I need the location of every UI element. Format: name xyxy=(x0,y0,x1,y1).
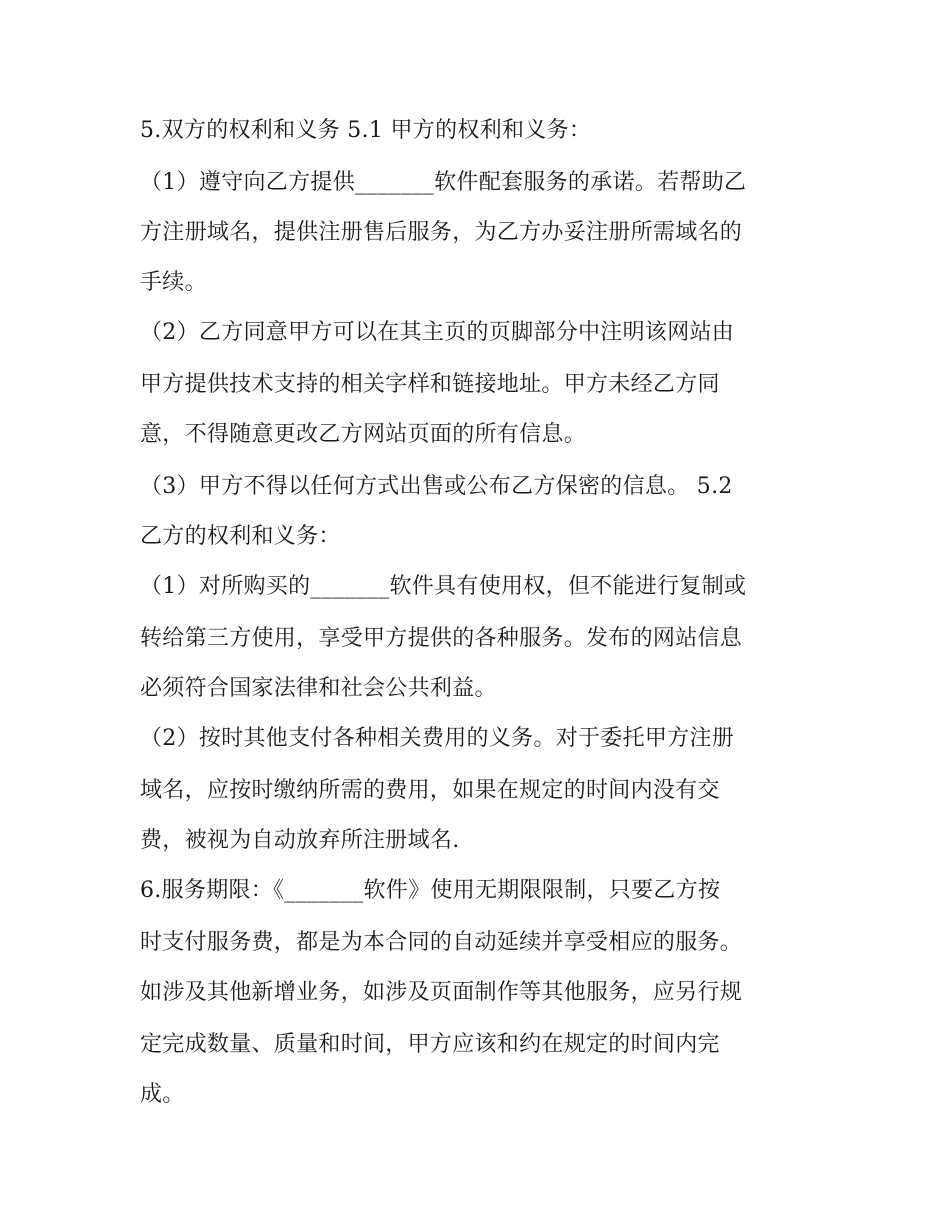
text-line: 必须符合国家法律和社会公共利益。 xyxy=(140,676,497,701)
text-line: 方注册域名，提供注册售后服务，为乙方办妥注册所需域名的 xyxy=(140,220,743,245)
text-line: 意，不得随意更改乙方网站页面的所有信息。 xyxy=(140,422,587,447)
text-line: 费，被视为自动放弃所注册域名. xyxy=(140,828,460,853)
text-line: 域名，应按时缴纳所需的费用，如果在规定的时间内没有交 xyxy=(140,778,720,803)
text-line: （1）遵守向乙方提供_______软件配套服务的承诺。若帮助乙 xyxy=(140,170,747,195)
text-line: 成。 xyxy=(140,1082,185,1107)
text-line: 6.服务期限：《_______软件》使用无期限限制，只要乙方按 xyxy=(140,878,721,903)
text-line: 手续。 xyxy=(140,270,207,295)
text-line: （2）按时其他支付各种相关费用的义务。对于委托甲方注册 xyxy=(140,726,735,751)
text-line: 甲方提供技术支持的相关字样和链接地址。甲方未经乙方同 xyxy=(140,372,720,397)
text-line: （1）对所购买的_______软件具有使用权，但不能进行复制或 xyxy=(140,574,747,599)
text-line: （3）甲方不得以任何方式出售或公布乙方保密的信息。 5.2 xyxy=(140,474,733,499)
text-line: 5.双方的权利和义务 5.1 甲方的权利和义务： xyxy=(140,118,592,143)
text-line: 定完成数量、质量和时间，甲方应该和约在规定的时间内完 xyxy=(140,1032,720,1057)
text-line: 如涉及其他新增业务，如涉及页面制作等其他服务，应另行规 xyxy=(140,980,743,1005)
text-line: 时支付服务费，都是为本合同的自动延续并享受相应的服务。 xyxy=(140,930,743,955)
text-line: 转给第三方使用，享受甲方提供的各种服务。发布的网站信息 xyxy=(140,626,743,651)
text-line: （2）乙方同意甲方可以在其主页的页脚部分中注明该网站由 xyxy=(140,320,735,345)
text-line: 乙方的权利和义务： xyxy=(140,524,341,549)
